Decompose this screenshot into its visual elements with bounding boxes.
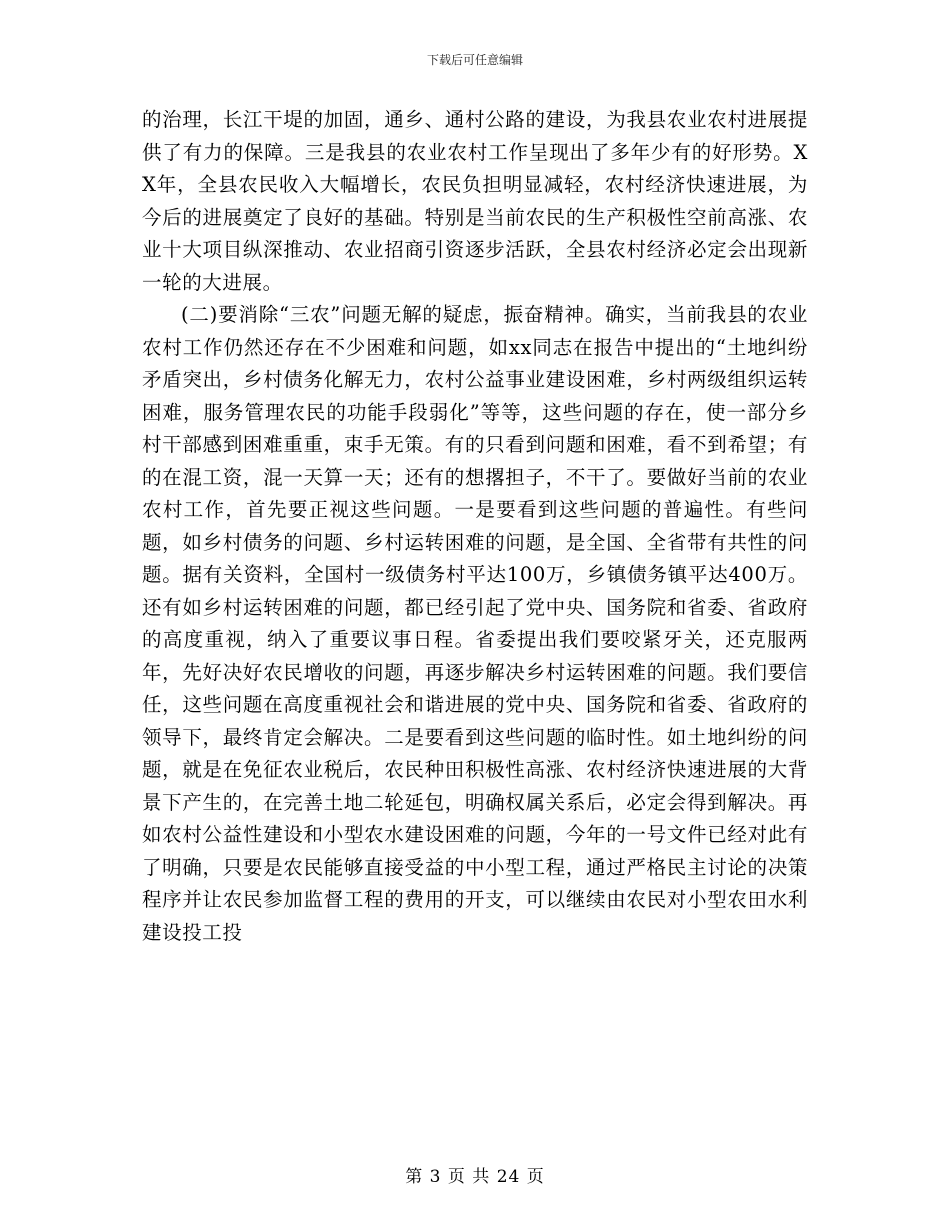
paragraph-section-two: (二)要消除“三农”问题无解的疑虑，振奋精神。确实，当前我县的农业农村工作仍然还存在不少困难和问题，如xx同志在报告中提出的“土地纠纷矛盾突出，乡村债务化解无力，农村公益事业建设困难，乡村两级组织运转困难，服务管理农民的功能手段弱化”等等，这些问题的存在，使一部分乡村干部感到困难重重，束手无策。有的只看到问题和困难，看不到希望；有的在混工资，混一天算一天；还有的想撂担子，不干了。要做好当前的农业农村工作，首先要正视这些问题。一是要看到这些问题的普遍性。有些问题，如乡村债务的问题、乡村运转困难的问题，是全国、全省带有共性的问题。据有关资料，全国村一级债务村平达100万，乡镇债务镇平达400万。还有如乡村运转困难的问题，都已经引起了党中央、国务院和省委、省政府的高度重视，纳入了重要议事日程。省委提出我们要咬紧牙关，还克服两年，先好决好农民增收的问题，再逐步解决乡村运转困难的问题。我们要信任，这些问题在高度重视社会和谐进展的党中央、国务院和省委、省政府的领导下，最终肯定会解决。二是要看到这些问题的临时性。如土地纠纷的问题，就是在免征农业税后，农民种田积极性高涨、农村经济快速进展的大背景下产生的，在完善土地二轮延包，明确权属关系后，必定会得到解决。再如农村公益性建设和小型农水建设困难的问题，今年的一号文件已经对此有了明确，只要是农民能够直接受益的中小型工程，通过严格民主讨论的决策程序并让农民参加监督工程的费用的开支，可以继续由农民对小型农田水利建设投工投 <box>142 303 808 944</box>
page-header-note: 下载后可任意编辑 <box>426 53 523 67</box>
document-body <box>142 104 808 949</box>
page-number-footer: 第 3 页 共 24 页 <box>405 1167 545 1187</box>
paragraph-continued: 的治理，长江干堤的加固，通乡、通村公路的建设，为我县农业农村进展提供了有力的保障。三是我县的农业农村工作呈现出了多年少有的好形势。XX年，全县农民收入大幅增长，农民负担明显减轻，农村经济快速进展，为今后的进展奠定了良好的基础。特别是当前农民的生产积极性空前高涨、农业十大项目纵深推动、农业招商引资逐步活跃，全县农村经济必定会出现新一轮的大进展。 <box>142 108 808 294</box>
